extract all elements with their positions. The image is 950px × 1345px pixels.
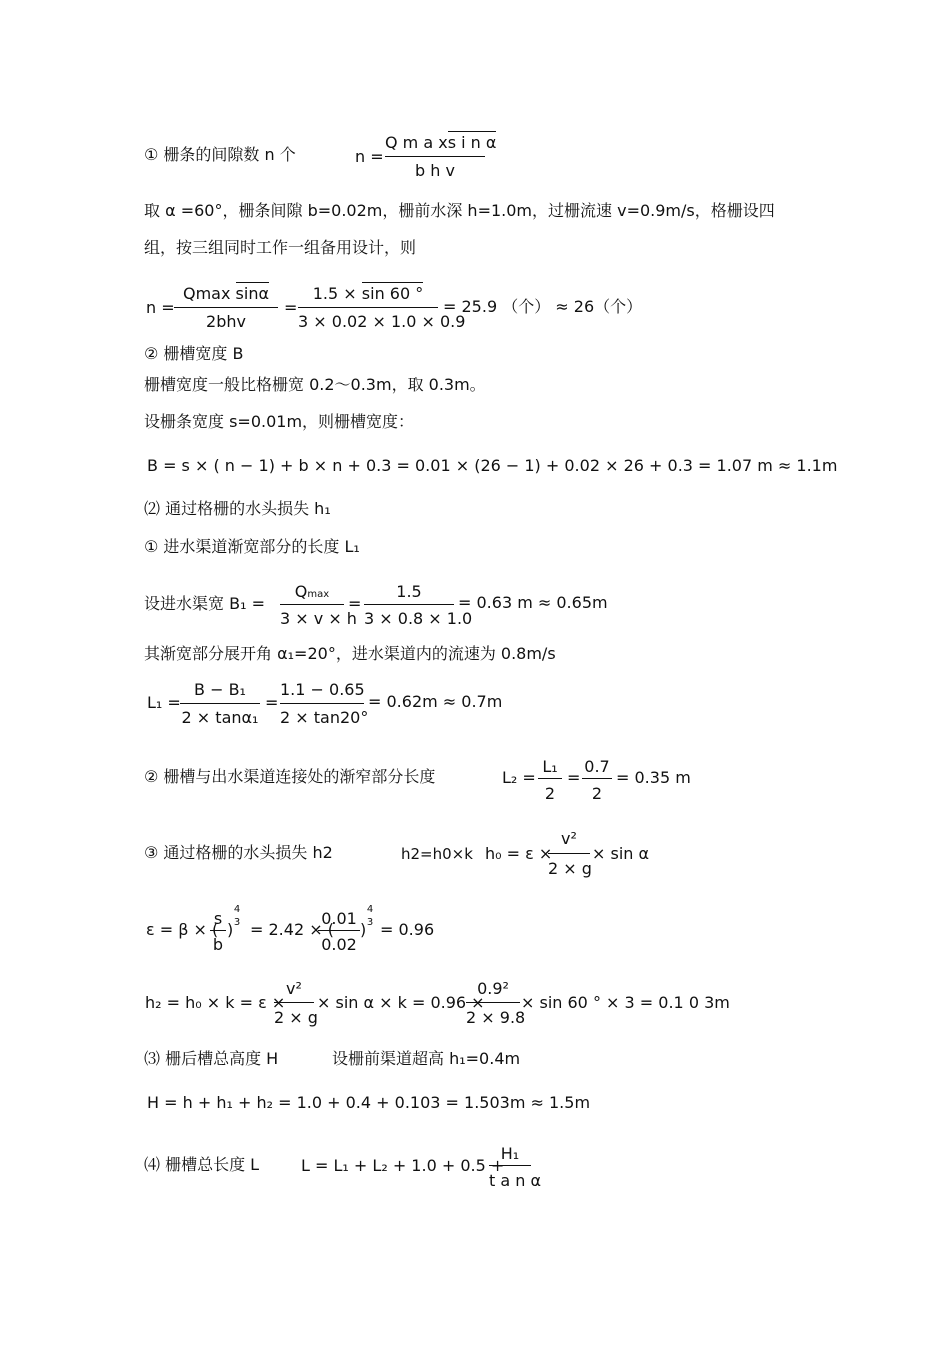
formula-epsilon-den2: 0.02 [321,935,357,954]
close-paren: ) [227,920,234,939]
section-label-channel-width: ② 栅槽宽度 B [144,344,244,363]
sqrt-sin-60: sin 60 ° [361,284,424,303]
equals-sign: = [567,768,581,787]
fraction-bar [548,853,590,854]
formula-L2-denominator1: 2 [544,784,556,803]
formula-B1-denominator2: 3 × 0.8 × 1.0 [364,609,473,628]
formula-n2-lhs: n = [146,298,175,317]
exponent-numerator: 4 [233,904,241,915]
formula-n2-numerator1: Qmax sinα [182,284,269,303]
sqrt-sin-alpha: sinα [235,284,269,303]
fraction-bar [274,1002,314,1003]
formula-L1-result: = 0.62m ≈ 0.7m [368,692,503,711]
paragraph-bar-width: 设栅条宽度 s=0.01m，则栅槽宽度： [144,412,415,431]
section-label-total-height: ⑶ 栅后槽总高度 H [144,1049,279,1068]
formula-h0-lhs: h₀ = ε × [485,844,553,863]
formula-h0-rhs: × sin α [592,844,650,863]
fraction-bar [210,930,226,931]
formula-B1-denominator1: 3 × v × h [280,609,357,628]
formula-B1-numerator1: Qmax [294,582,330,601]
formula-L2-result: = 0.35 m [616,768,691,787]
formula-L2-denominator2: 2 [591,784,603,803]
exponent-denominator: 3 [366,917,374,928]
paragraph-expansion-angle: 其渐宽部分展开角 α₁=20°，进水渠道内的流速为 0.8m/s [144,644,556,663]
formula-epsilon-result: = 0.96 [380,920,435,939]
equals-sign: = [284,298,298,317]
formula-L-numerator: H₁ [500,1144,520,1163]
formula-h2-den2: 2 × 9.8 [466,1008,526,1027]
paragraph-freeboard: 设栅前渠道超高 h₁=0.4m [332,1049,521,1068]
formula-L-denominator: t a n α [489,1171,542,1190]
formula-h2-lhs: h₂ = h₀ × k = ε × [145,993,286,1012]
fraction-bar [318,930,360,931]
equals-sign: = [348,594,362,613]
formula-n-denominator: b h v [415,161,455,180]
equals-sign: = [265,693,279,712]
fraction-bar [280,703,364,704]
formula-L2-numerator1: L₁ [542,757,558,776]
paragraph-channel-width: 栅槽宽度一般比格栅宽 0.2～0.3m，取 0.3m。 [144,375,486,394]
formula-epsilon-num2: 0.01 [321,909,357,928]
formula-L1-lhs: L₁ = [147,693,181,712]
paragraph-parameters: 取 α =60°，栅条间隙 b=0.02m，栅前水深 h=1.0m，过栅流速 v=0.9m/s，格栅设四 [144,201,775,220]
formula-h2-mid: × sin α × k = 0.96 × [317,993,485,1012]
section-label-h2: ③ 通过格栅的水头损失 h2 [144,843,333,862]
fraction-bar [298,307,438,308]
formula-h2-den1: 2 × g [274,1008,318,1027]
section-label-gap-count: ① 栅条的间隙数 n 个 [144,145,296,164]
formula-L1-denominator2: 2 × tan20° [280,708,369,727]
formula-L1-numerator1: B − B₁ [194,680,246,699]
formula-B1-result: = 0.63 m ≈ 0.65m [458,593,608,612]
fraction-bar [174,307,278,308]
formula-L2-lhs: L₂ = [502,768,536,787]
formula-L2-numerator2: 0.7 [584,757,610,776]
subscript-max: max [307,589,330,600]
formula-h0-numerator: v² [561,829,577,848]
fraction-bar [582,778,612,779]
formula-h2-num1: v² [286,979,302,998]
formula-h2-result: × sin 60 ° × 3 = 0.1 0 3m [521,993,730,1012]
exponent-denominator: 3 [233,917,241,928]
paragraph-design: 组，按三组同时工作一组备用设计，则 [144,238,417,257]
formula-h2-definition: h2=h0×k [401,845,473,863]
sqrt-sin-alpha: s i n α [447,133,497,152]
fraction-bar [280,604,344,605]
section-label-L2: ② 栅槽与出水渠道连接处的渐窄部分长度 [144,767,436,786]
formula-h2-num2: 0.9² [477,979,509,998]
formula-B: B = s × ( n − 1) + b × n + 0.3 = 0.01 × (26 − 1) + 0.02 × 26 + 0.3 = 1.07 m ≈ 1.1m [147,456,838,475]
formula-h0-denominator: 2 × g [548,859,592,878]
formula-L1-denominator1: 2 × tanα₁ [181,708,259,727]
formula-B1-lhs: 设进水渠宽 B₁ = [144,594,265,613]
fraction-bar [180,703,260,704]
fraction-bar [489,1165,531,1166]
formula-epsilon-lhs: ε = β × ( [146,920,219,939]
formula-n-numerator: Q m a xs i n α [385,133,497,152]
close-paren: ) [360,920,367,939]
formula-H: H = h + h₁ + h₂ = 1.0 + 0.4 + 0.103 = 1.503m ≈ 1.5m [147,1093,591,1112]
formula-epsilon-den1: b [212,935,224,954]
formula-L1-numerator2: 1.1 − 0.65 [280,680,365,699]
section-label-L1: ① 进水渠道渐宽部分的长度 L₁ [144,537,360,556]
fraction-bar [538,778,562,779]
fraction-bar [385,156,485,157]
exponent-numerator: 4 [366,904,374,915]
fraction-bar [466,1002,520,1003]
formula-epsilon-num1: s [213,909,223,928]
formula-n2-denominator2: 3 × 0.02 × 1.0 × 0.9 [298,312,466,331]
formula-n-lhs: n = [355,147,384,166]
formula-n2-denominator1: 2bhv [206,312,246,331]
formula-B1-numerator2: 1.5 [396,582,422,601]
formula-n2-result: = 25.9 （个） ≈ 26（个） [443,297,643,316]
section-label-total-length: ⑷ 栅槽总长度 L [144,1155,260,1174]
section-label-head-loss: ⑵ 通过格栅的水头损失 h₁ [144,499,331,518]
fraction-bar [364,604,454,605]
formula-L-lhs: L = L₁ + L₂ + 1.0 + 0.5 + [301,1156,505,1175]
formula-n2-numerator2: 1.5 × sin 60 ° [312,284,424,303]
formula-epsilon-mid: = 2.42 × ( [250,920,334,939]
